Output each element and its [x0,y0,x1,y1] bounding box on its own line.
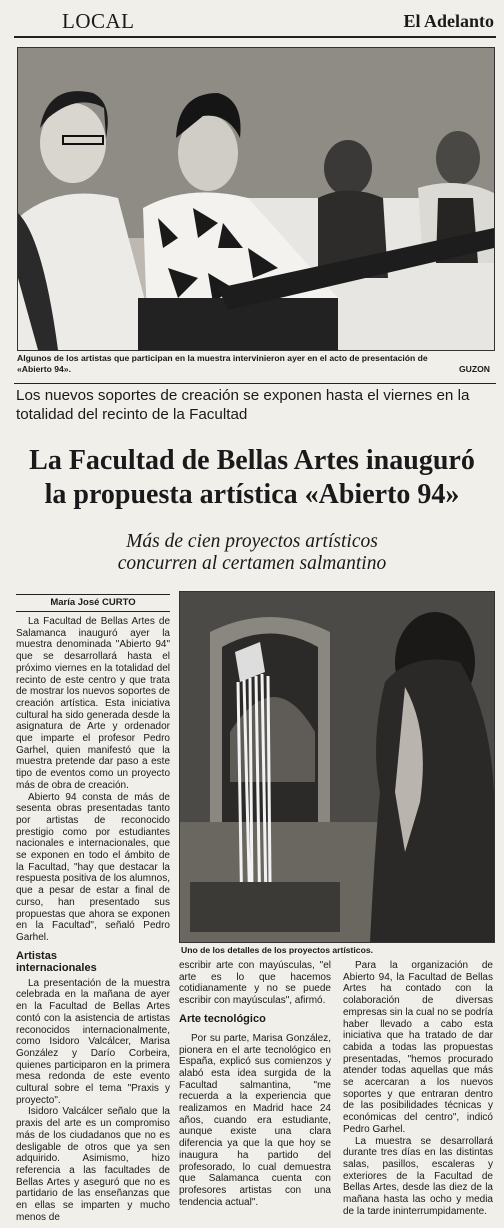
col2-para-cont: escribir arte con mayúsculas, "el arte es lo que hacemos cotidianamente y no se puede escribir con mayúsculas", afirmó. [179,960,331,1007]
kicker-rule-top [14,383,496,384]
col2-para: Por su parte, Marisa González, pionera en el arte tecnológico en España, explicó sus comienzos y alabó esta idea surgida de la Facultad salmantina, "me recuerda a la experiencia que realizamos en Madrid hace 24 años, cuando era estudiante, aunque existe una clara diferencia ya que la que hoy se inaugura ha partido del profesorado, lo cual demuestra que Salamanca cuenta con profesores artistas con una tendencia actual". [179,1032,331,1208]
col1-text [16,616,170,1223]
deck-line1: Más de cien proyectos artísticos [126,531,378,552]
subhead-artistas-line2: internacionales [16,961,97,974]
col2-text [179,960,331,1208]
top-photo [17,47,495,351]
header-rule [14,36,496,38]
art-photo-caption: Uno de los detalles de los proyectos artísticos. [181,945,373,955]
subhead-artistas-line1: Artistas [16,949,57,962]
col3-para: La muestra se desarrollará durante tres días en las distintas salas, pasillos, escaleras y exteriores de la Facultad de Bellas Artes, desde las diez de la mañana hasta las ocho y media de la tarde ininterrumpidamente. [343,1135,493,1217]
col1-para: Isidoro Valcálcer señalo que la praxis del arte es un compromiso más de los ciudadanos que no es desligable de otros que ya sen adquirido. Asimismo, hizo referencia a las facultades de Bellas Artes y aseguró que no es partidario de las enseñanzas que en ellas se imparten y mucho menos de [16,1106,170,1223]
headline-line1: La Facultad de Bellas Artes inauguró [29,445,475,476]
col3-para: Para la organización de Abierto 94, la Facultad de Bellas Artes ha contado con la colaboración de diversas empresas sin la cual no se podría haber llevado a cabo esta iniciativa que ha tratado de dar cabida a todas las propuestas presentadas, "hemos procurado atender todas aquellas que más se acercaran a los nuevos soportes y que entraran dentro de las posibilidades técnicas y económicas del centro", indicó Pedro Garhel. [343,960,493,1135]
col1-para: La presentación de la muestra celebrada en la mañana de ayer en la Facultad de Bellas Artes contó con la asistencia de artistas reconocidos internacionalmente, como Isidoro Valcálcer, Marisa González y Darío Corbeira, quienes participaron en la primera mesa redonda de este evento cultural sobre el tema "Praxis y proyecto". [16,977,170,1106]
kicker [16,386,496,424]
deck-line2: concurren al certamen salmantino [117,553,387,574]
col1-para: Abierto 94 consta de más de sesenta obras presentadas tanto por artistas de reconocido prestigio como por estudiantes nacionales e internacionales, que se exponen en todo el ámbito de la Facultad, "hay que destacar la respuesta positiva de los alumnos, que a pesar de estar a final de curso, han presentado sus propuestas que ahora se exponen en la Facultad", señaló Pedro Garhel. [16,791,170,943]
newspaper-name: El Adelanto [403,11,494,31]
col1-para: La Facultad de Bellas Artes de Salamanca inauguró ayer la muestra denominada "Abierto 94" que se desarrollará hasta el próximo viernes en la totalidad del recinto de este centro y que trata de mostrar los nuevos soportes de creación artística. Esta iniciativa cultural ha sido generada desde la asignatura de Arte y ordenador que imparte el profesor Pedro Garhel, quien manifestó que la muestra pretende dar paso a este tipo de eventos como un proyecto más de obra de creación. [16,616,170,791]
subhead-artistas [16,950,170,974]
kicker-line2: totalidad del recinto de la Facultad [16,406,248,423]
col3-text [343,960,493,1217]
deck [0,531,504,575]
top-photo-caption [17,353,493,375]
top-photo-caption-line2: «Abierto 94». [17,364,71,374]
photo-credit: GUZON [458,364,490,374]
top-photo-caption-line1: Algunos de los artistas que participan en la muestra intervinieron ayer en el acto de presentación de [17,353,428,363]
kicker-line1: Los nuevos soportes de creación se exponen hasta el viernes en la [16,387,470,404]
byline-rule-bottom [16,611,170,612]
section-label: LOCAL [62,9,135,33]
headline [0,444,504,512]
byline-rule [16,594,170,595]
byline: María José CURTO [50,597,136,608]
art-photo [179,591,495,943]
headline-line2: la propuesta artística «Abierto 94» [44,479,460,510]
subhead-arte-tecnologico: Arte tecnológico [179,1012,266,1025]
